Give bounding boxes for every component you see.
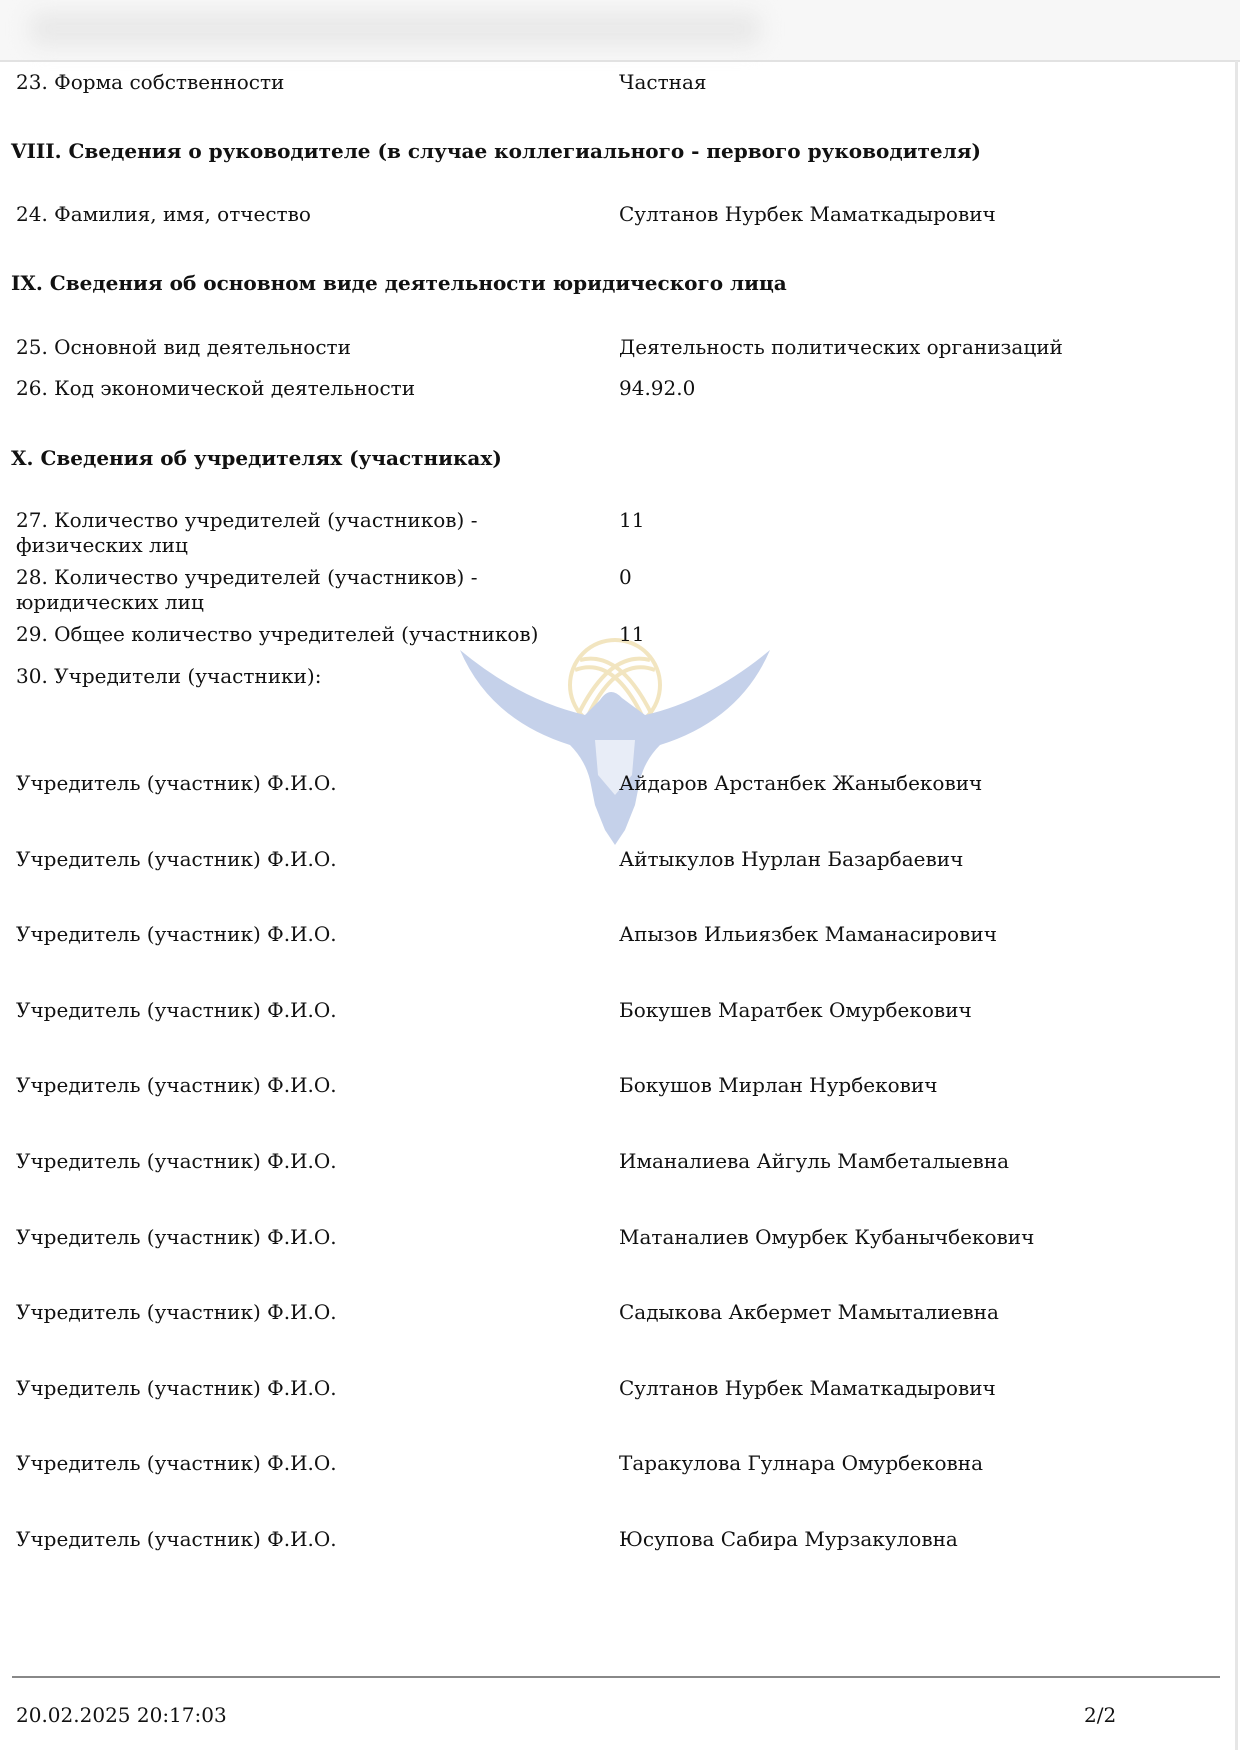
field-label: 29. Общее количество учредителей (участников): [16, 622, 539, 646]
blurred-header: [0, 0, 1240, 62]
founder-name: Апызов Ильиязбек Маманасирович: [619, 922, 997, 947]
founder-label: Учредитель (участник) Ф.И.О.: [16, 997, 337, 1022]
field-value: Частная: [619, 70, 707, 94]
footer-divider: [12, 1676, 1220, 1678]
founder-name: Айтыкулов Нурлан Базарбаевич: [619, 846, 964, 871]
field-label: 28. Количество учредителей (участников) -: [16, 565, 478, 589]
founder-name: Султанов Нурбек Маматкадырович: [619, 1375, 996, 1400]
page-number: 2/2: [1084, 1703, 1117, 1727]
field-label-cont: физических лиц: [16, 533, 188, 557]
field-label-cont: юридических лиц: [16, 590, 204, 614]
field-value: Султанов Нурбек Маматкадырович: [619, 202, 996, 226]
founder-name: Бокушов Мирлан Нурбекович: [619, 1073, 938, 1098]
footer-timestamp: 20.02.2025 20:17:03: [16, 1703, 227, 1727]
founder-name: Таракулова Гулнара Омурбековна: [619, 1451, 984, 1476]
founder-label: Учредитель (участник) Ф.И.О.: [16, 922, 337, 947]
field-label: 23. Форма собственности: [16, 70, 285, 94]
field-label: 26. Код экономической деятельности: [16, 376, 416, 400]
founder-name: Бокушев Маратбек Омурбекович: [619, 997, 972, 1022]
founder-label: Учредитель (участник) Ф.И.О.: [16, 1300, 337, 1325]
field-value: 11: [619, 508, 645, 532]
field-label: 25. Основной вид деятельности: [16, 335, 351, 359]
founders-title: 30. Учредители (участники):: [16, 664, 322, 688]
section-heading-ix: IX. Сведения об основном виде деятельности юридического лица: [11, 271, 787, 295]
founder-name: Матаналиев Омурбек Кубанычбекович: [619, 1224, 1035, 1249]
founder-name: Юсупова Сабира Мурзакуловна: [619, 1527, 958, 1551]
founder-label: Учредитель (участник) Ф.И.О.: [16, 1073, 337, 1098]
founder-label: Учредитель (участник) Ф.И.О.: [16, 1224, 337, 1249]
founder-label: Учредитель (участник) Ф.И.О.: [16, 846, 337, 871]
field-value: 0: [619, 565, 632, 589]
founder-label: Учредитель (участник) Ф.И.О.: [16, 1451, 337, 1476]
founder-label: Учредитель (участник) Ф.И.О.: [16, 1527, 337, 1551]
field-label: 24. Фамилия, имя, отчество: [16, 202, 311, 226]
founder-name: Иманалиева Айгуль Мамбеталыевна: [619, 1149, 1010, 1173]
founder-label: Учредитель (участник) Ф.И.О.: [16, 771, 337, 795]
founder-name: Садыкова Акбермет Мамыталиевна: [619, 1300, 999, 1325]
field-label: 27. Количество учредителей (участников) -: [16, 508, 478, 532]
founder-name: Айдаров Арстанбек Жаныбекович: [619, 771, 983, 795]
founder-label: Учредитель (участник) Ф.И.О.: [16, 1149, 337, 1173]
section-heading-viii: VIII. Сведения о руководителе (в случае коллегиального - первого руководителя): [11, 139, 981, 163]
eagle-emblem-icon: [460, 630, 770, 850]
field-value: Деятельность политических организаций: [619, 335, 1063, 359]
document-page: [0, 61, 1238, 1750]
field-value: 94.92.0: [619, 376, 696, 400]
section-heading-x: X. Сведения об учредителях (участниках): [11, 446, 502, 470]
founder-label: Учредитель (участник) Ф.И.О.: [16, 1375, 337, 1400]
field-value: 11: [619, 622, 645, 646]
